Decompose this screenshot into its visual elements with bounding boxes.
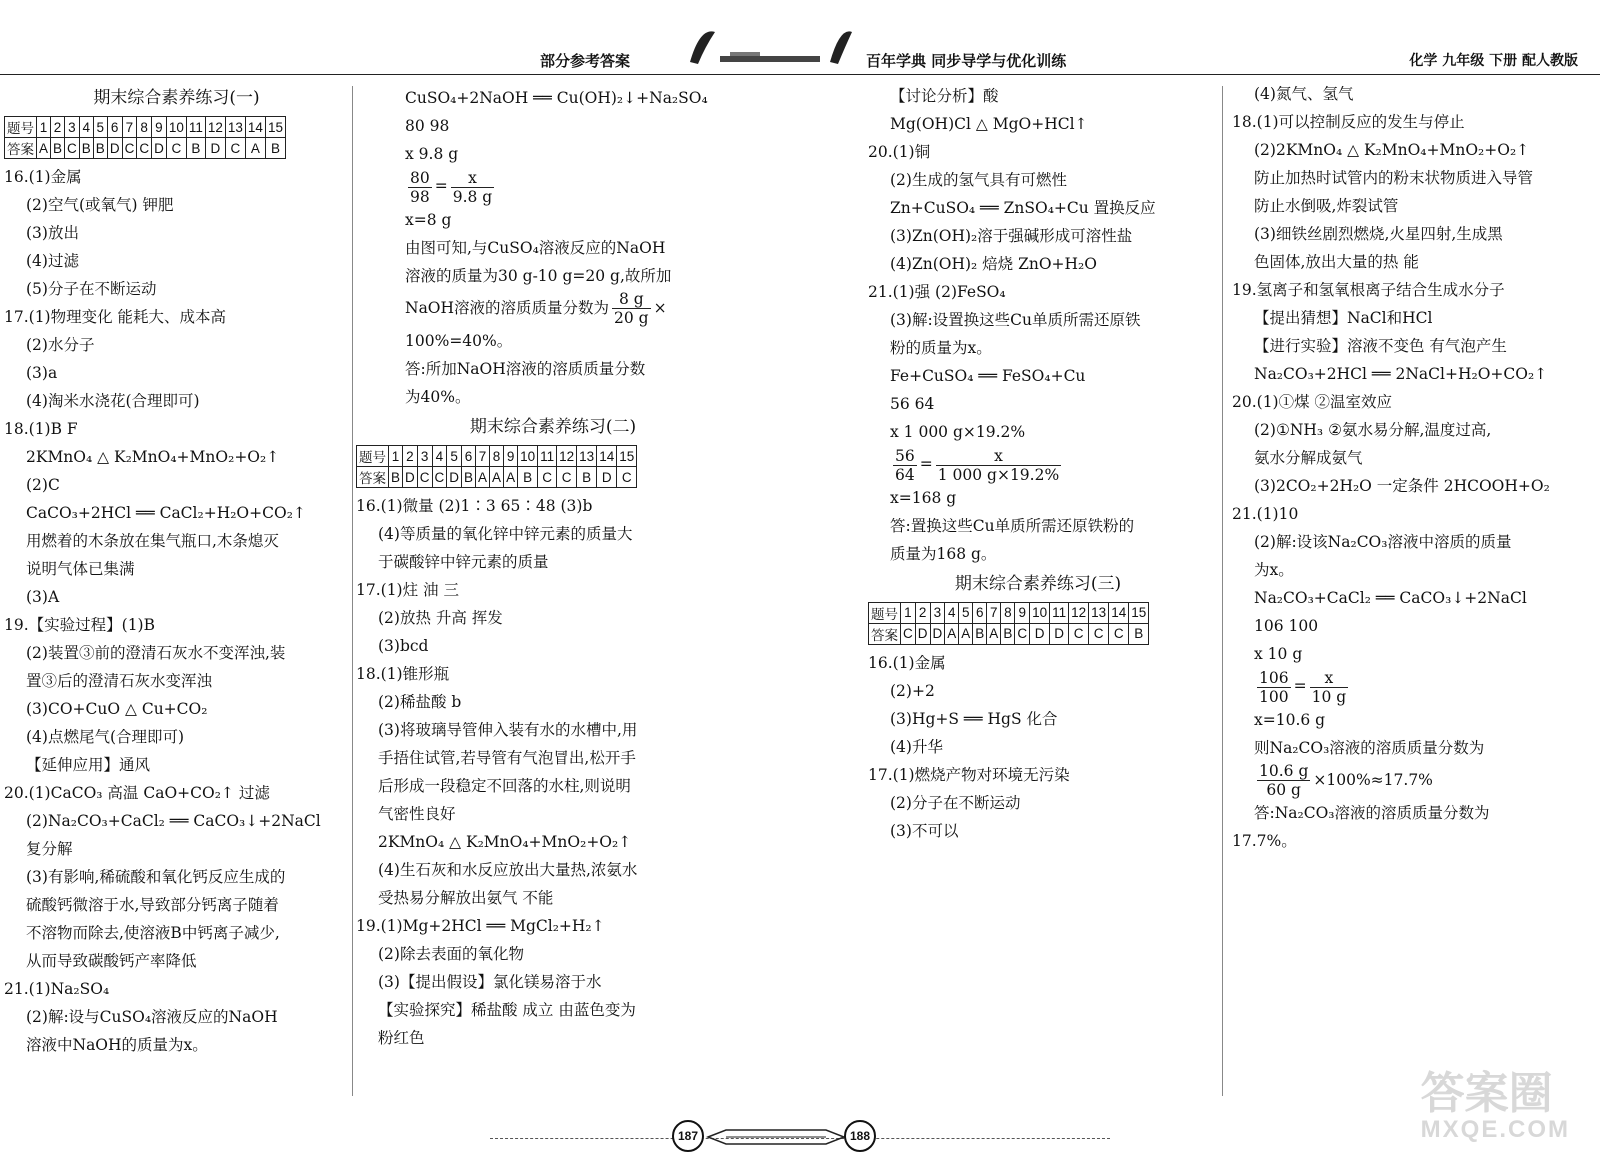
denominator: 64 xyxy=(895,465,915,484)
table-header: 题号 xyxy=(5,117,37,138)
answer-line: 用燃着的木条放在集气瓶口,木条熄灭 xyxy=(26,532,279,550)
question-number: 10 xyxy=(166,117,186,138)
question-number: 14 xyxy=(1109,602,1129,623)
answer-table xyxy=(356,445,637,488)
answer-lines xyxy=(868,82,1218,446)
answer-cell: D xyxy=(403,467,418,488)
answer-cell: B xyxy=(518,467,538,488)
answer-line: (3)CO+CuO △ Cu+CO₂ xyxy=(26,700,208,718)
text: × xyxy=(653,298,667,317)
answer-cell: D xyxy=(597,467,617,488)
answer-line: 答:Na₂CO₃溶液的溶质质量分数为 xyxy=(1254,804,1490,822)
answer-cell: C xyxy=(1089,623,1109,644)
numerator: 8 g xyxy=(612,290,651,309)
answer-line: (2)解:设该Na₂CO₃溶液中溶质的质量 xyxy=(1254,533,1512,551)
answer-line: (2)水分子 xyxy=(26,336,95,354)
answer-cell: C xyxy=(166,138,186,159)
answer-line: (3)【提出假设】氯化镁易溶于水 xyxy=(378,973,602,991)
numerator: 80 xyxy=(410,168,430,187)
answer-lines xyxy=(383,327,713,411)
answer-line: 气密性良好 xyxy=(378,805,456,823)
answer-lines xyxy=(868,484,1218,568)
answer-cell: B xyxy=(462,467,476,488)
answer-lines xyxy=(1232,799,1592,855)
question-number: 11 xyxy=(1050,602,1069,623)
answer-line: 不溶物而除去,使溶液B中钙离子减少, xyxy=(26,924,280,942)
answer-line: 由图可知,与CuSO₄溶液反应的NaOH xyxy=(405,238,666,257)
answer-line: 18.(1)B F xyxy=(4,420,78,438)
numerator: 106 xyxy=(1259,668,1289,687)
denominator: 1 000 g×19.2% xyxy=(937,465,1060,484)
answer-cell: C xyxy=(557,467,577,488)
answer-line: 溶液中NaOH的质量为x。 xyxy=(26,1036,208,1054)
answer-line: (3)有影响,稀硫酸和氧化钙反应生成的 xyxy=(26,868,286,886)
answer-line: 20.(1)①煤 ②温室效应 xyxy=(1232,393,1393,411)
numerator: x xyxy=(451,169,495,188)
header-rule xyxy=(0,74,1600,75)
answer-line: (4)升华 xyxy=(890,737,943,756)
answer-cell: A xyxy=(945,623,959,644)
answer-line: (2)放热 升高 挥发 xyxy=(378,609,503,627)
question-number: 2 xyxy=(915,602,930,623)
page-header xyxy=(0,0,1600,78)
question-number: 7 xyxy=(476,446,490,467)
denominator: 100 xyxy=(1259,687,1289,706)
question-number: 14 xyxy=(245,117,265,138)
question-number: 12 xyxy=(1069,602,1089,623)
question-number: 1 xyxy=(389,446,403,467)
pen-logo-icon xyxy=(680,22,860,72)
answer-line: 16.(1)微量 (2)1∶3 65∶48 (3)b xyxy=(356,497,593,515)
question-number: 3 xyxy=(417,446,432,467)
answer-line: x 10 g xyxy=(1254,645,1303,663)
answer-line: 防止加热时试管内的粉末状物质进入导管 xyxy=(1254,169,1534,187)
answer-line: CuSO₄+2NaOH ══ Cu(OH)₂↓+Na₂SO₄ xyxy=(405,89,708,107)
answer-line: 80 98 xyxy=(405,117,450,135)
answer-line: 17.(1)炷 油 三 xyxy=(356,581,459,599)
page-number-left: 187 xyxy=(672,1120,704,1152)
question-number: 4 xyxy=(79,117,93,138)
answer-line: Zn+CuSO₄ ══ ZnSO₄+Cu 置换反应 xyxy=(890,199,1156,217)
answer-cell: D xyxy=(205,138,225,159)
answer-line: 答:所加NaOH溶液的溶质质量分数 xyxy=(405,360,646,378)
answer-line: (2)+2 xyxy=(890,681,935,700)
header-left-title: 部分参考答案 xyxy=(540,52,631,70)
answer-line: x 9.8 g xyxy=(405,145,459,163)
answer-line: 18.(1)可以控制反应的发生与停止 xyxy=(1232,113,1465,131)
watermark-url: MXQE.COM xyxy=(1420,1116,1570,1143)
answer-cell: D xyxy=(915,623,930,644)
question-number: 13 xyxy=(1089,602,1109,623)
answer-cell: D xyxy=(930,623,945,644)
answer-line: 21.(1)Na₂SO₄ xyxy=(4,980,110,998)
answer-line: (4)淘米水浇花(合理即可) xyxy=(26,392,200,410)
answer-cell: B xyxy=(973,623,987,644)
denominator: 9.8 g xyxy=(452,187,493,206)
question-number: 9 xyxy=(152,117,167,138)
answer-line: CaCO₃+2HCl ══ CaCl₂+H₂O+CO₂↑ xyxy=(26,504,306,522)
answer-line: (2)装置③前的澄清石灰水不变浑浊,装 xyxy=(26,644,286,662)
question-number: 11 xyxy=(186,117,205,138)
question-number: 6 xyxy=(462,446,476,467)
answer-line: 56 64 xyxy=(890,395,935,413)
answer-line: Na₂CO₃+CaCl₂ ══ CaCO₃↓+2NaCl xyxy=(1254,589,1527,607)
fraction-row xyxy=(1232,762,1592,800)
question-number: 1 xyxy=(901,602,916,623)
answer-lines xyxy=(1232,80,1592,668)
answer-line: 17.7%。 xyxy=(1232,832,1297,850)
answer-cell: C xyxy=(122,138,137,159)
answer-line: (4)过滤 xyxy=(26,252,79,270)
table-header: 答案 xyxy=(357,467,389,488)
answer-cell: B xyxy=(51,138,65,159)
question-number: 3 xyxy=(65,117,80,138)
answer-line: 则Na₂CO₃溶液的溶质质量分数为 xyxy=(1254,738,1485,757)
answer-line: 置③后的澄清石灰水变浑浊 xyxy=(26,672,213,690)
header-center-title: 百年学典 同步导学与优化训练 xyxy=(866,52,1067,70)
column-divider xyxy=(1222,86,1223,1096)
answer-line: 【讨论分析】酸 xyxy=(890,87,999,105)
answer-line: (4)生石灰和水反应放出大量热,浓氨水 xyxy=(378,861,638,879)
page-number-right: 188 xyxy=(844,1120,876,1152)
answer-cell: A xyxy=(959,623,973,644)
answer-line: 说明气体已集满 xyxy=(26,560,135,578)
answer-line: 质量为168 g。 xyxy=(890,544,997,563)
answer-cell: C xyxy=(225,138,245,159)
answer-line: 21.(1)10 xyxy=(1232,505,1299,523)
answer-line: (5)分子在不断运动 xyxy=(26,280,157,298)
answer-line: 19.【实验过程】(1)B xyxy=(4,616,155,634)
answer-line: 氨水分解成氨气 xyxy=(1254,449,1363,467)
answer-cell: B xyxy=(79,138,93,159)
answer-lines xyxy=(383,84,713,168)
answer-cell: A xyxy=(476,467,490,488)
answer-lines xyxy=(868,649,1218,845)
answer-line: 【提出猜想】NaCl和HCl xyxy=(1254,309,1433,327)
answer-line: (3)A xyxy=(26,588,60,606)
answer-line: (3)不可以 xyxy=(890,821,959,840)
answer-line: 【进行实验】溶液不变色 有气泡产生 xyxy=(1254,337,1507,355)
question-number: 13 xyxy=(225,117,245,138)
header-right-title: 化学 九年级 下册 配人教版 xyxy=(1409,53,1578,69)
answer-cell: A xyxy=(37,138,51,159)
question-number: 5 xyxy=(959,602,973,623)
watermark-logo-text: 答案圈 xyxy=(1420,1069,1553,1118)
answer-line: 为40%。 xyxy=(405,388,471,406)
answer-line: 16.(1)金属 xyxy=(4,168,82,186)
answer-line: 18.(1)锥形瓶 xyxy=(356,665,450,683)
question-number: 7 xyxy=(987,602,1001,623)
answer-line: (2)2KMnO₄ △ K₂MnO₄+MnO₂+O₂↑ xyxy=(1254,141,1530,159)
answer-line: 17.(1)燃烧产物对环境无污染 xyxy=(868,765,1070,784)
denominator: 60 g xyxy=(1266,781,1301,799)
answer-line: 色固体,放出大量的热 能 xyxy=(1254,253,1419,271)
question-number: 15 xyxy=(1129,602,1149,623)
answer-line: 复分解 xyxy=(26,840,73,858)
question-number: 8 xyxy=(490,446,504,467)
answer-line: (2)①NH₃ ②氨水易分解,温度过高, xyxy=(1254,421,1492,439)
answer-line: 从而导致碳酸钙产率降低 xyxy=(26,952,197,970)
denominator: 98 xyxy=(410,187,430,206)
question-number: 4 xyxy=(945,602,959,623)
answer-cell: C xyxy=(901,623,916,644)
answer-cell: C xyxy=(417,467,432,488)
answer-cell: D xyxy=(447,467,462,488)
answer-line: (2)解:设与CuSO₄溶液反应的NaOH xyxy=(26,1008,278,1026)
question-number: 12 xyxy=(557,446,577,467)
fraction-row: $\frac{80}{98}$ = $\frac{x}{9.8 g}$ xyxy=(410,168,493,206)
question-number: 1 xyxy=(37,117,51,138)
answer-line: 2KMnO₄ △ K₂MnO₄+MnO₂+O₂↑ xyxy=(26,448,280,466)
answer-line: x 1 000 g×19.2% xyxy=(890,423,1026,441)
answer-line: (2)分子在不断运动 xyxy=(890,793,1021,812)
answer-line: 硫酸钙微溶于水,导致部分钙离子随着 xyxy=(26,896,279,914)
text: NaOH溶液的溶质质量分数为 xyxy=(405,298,610,317)
answer-table xyxy=(4,116,286,159)
answer-line: 溶液的质量为30 g-10 g=20 g,故所加 xyxy=(405,266,672,285)
answer-line: x=8 g xyxy=(405,210,452,229)
page-footer xyxy=(490,1118,1110,1154)
answer-line: (2)空气(或氧气) 钾肥 xyxy=(26,196,174,214)
answer-line: (4)等质量的氧化锌中锌元素的质量大 xyxy=(378,525,633,543)
answer-cell: B xyxy=(186,138,205,159)
answer-lines xyxy=(4,163,349,1059)
answer-cell: C xyxy=(1015,623,1030,644)
answer-line: (2)除去表面的氧化物 xyxy=(378,945,524,963)
question-number: 7 xyxy=(122,117,137,138)
answer-table xyxy=(868,602,1149,645)
answer-cell: D xyxy=(152,138,167,159)
numerator: x xyxy=(936,447,1061,466)
answer-cell: B xyxy=(1001,623,1015,644)
question-number: 14 xyxy=(597,446,617,467)
question-number: 13 xyxy=(577,446,597,467)
watermark xyxy=(1421,1071,1570,1143)
section-title: 期末综合素养练习(二) xyxy=(469,417,637,437)
answer-line: 20.(1)铜 xyxy=(868,143,931,161)
numerator: 10.6 g xyxy=(1259,762,1309,780)
answer-cell: B xyxy=(1129,623,1149,644)
fraction-row xyxy=(383,290,713,328)
section-title: 期末综合素养练习(一) xyxy=(93,88,260,108)
answer-cell: A xyxy=(490,467,504,488)
question-number: 5 xyxy=(93,117,107,138)
question-number: 12 xyxy=(205,117,225,138)
text: ×100%≈17.7% xyxy=(1313,770,1433,789)
question-number: 2 xyxy=(403,446,418,467)
answer-line: x=168 g xyxy=(890,488,957,507)
question-number: 10 xyxy=(518,446,538,467)
column-4 xyxy=(1232,80,1592,855)
question-number: 6 xyxy=(107,117,122,138)
answer-cell: C xyxy=(1069,623,1089,644)
answer-cell: A xyxy=(987,623,1001,644)
answer-cell: C xyxy=(432,467,447,488)
answer-line: (2)Na₂CO₃+CaCl₂ ══ CaCO₃↓+2NaCl xyxy=(26,812,321,830)
footer-ornament-icon xyxy=(706,1126,846,1148)
answer-line: 21.(1)强 (2)FeSO₄ xyxy=(868,283,1006,301)
answer-line: 16.(1)金属 xyxy=(868,653,946,672)
answer-line: (3)解:设置换这些Cu单质所需还原铁 xyxy=(890,311,1141,329)
denominator: 20 g xyxy=(614,309,649,327)
answer-line: (2)生成的氢气具有可燃性 xyxy=(890,171,1067,189)
answer-cell: B xyxy=(389,467,403,488)
column-3 xyxy=(868,82,1218,845)
answer-cell: D xyxy=(1030,623,1050,644)
answer-cell: C xyxy=(617,467,637,488)
answer-line: 于碳酸锌中锌元素的质量 xyxy=(378,553,549,571)
answer-lines xyxy=(383,206,713,290)
answer-line: (2)C xyxy=(26,476,60,494)
section-title: 期末综合素养练习(三) xyxy=(954,573,1122,594)
table-header: 答案 xyxy=(869,623,901,644)
denominator: 10 g xyxy=(1311,687,1347,706)
answer-line: (2)稀盐酸 b xyxy=(378,693,462,711)
answer-cell: C xyxy=(1109,623,1129,644)
answer-line: 手捂住试管,若导管有气泡冒出,松开手 xyxy=(378,749,636,767)
answer-line: (3)bcd xyxy=(378,637,429,655)
question-number: 8 xyxy=(1001,602,1015,623)
answer-line: (4)氮气、氢气 xyxy=(1254,85,1354,103)
question-number: 9 xyxy=(1015,602,1030,623)
answer-cell: C xyxy=(137,138,152,159)
answer-cell: C xyxy=(538,467,557,488)
answer-line: 19.氢离子和氢氧根离子结合生成水分子 xyxy=(1232,281,1505,299)
question-number: 2 xyxy=(51,117,65,138)
answer-cell: C xyxy=(65,138,80,159)
answer-line: 2KMnO₄ △ K₂MnO₄+MnO₂+O₂↑ xyxy=(378,833,632,851)
question-number: 4 xyxy=(432,446,447,467)
answer-line: (3)2CO₂+2H₂O 一定条件 2HCOOH+O₂ xyxy=(1254,477,1550,495)
answer-lines xyxy=(1232,706,1592,762)
answer-line: (3)Hg+S ══ HgS 化合 xyxy=(890,709,1058,728)
answer-lines xyxy=(356,492,713,1052)
question-number: 10 xyxy=(1030,602,1050,623)
column-divider xyxy=(352,86,353,1096)
answer-cell: D xyxy=(107,138,122,159)
answer-cell: B xyxy=(93,138,107,159)
column-2 xyxy=(356,84,713,1052)
answer-line: (3)将玻璃导管伸入装有水的水槽中,用 xyxy=(378,721,638,739)
answer-line: 受热易分解放出氨气 不能 xyxy=(378,889,554,907)
answer-cell: D xyxy=(1050,623,1069,644)
answer-line: x=10.6 g xyxy=(1254,710,1326,729)
answer-line: 【实验探究】稀盐酸 成立 由蓝色变为 xyxy=(378,1001,636,1019)
question-number: 6 xyxy=(973,602,987,623)
numerator: x xyxy=(1310,669,1349,688)
answer-line: (4)点燃尾气(合理即可) xyxy=(26,728,185,746)
answer-line: Fe+CuSO₄ ══ FeSO₄+Cu xyxy=(890,367,1086,385)
answer-line: (3)放出 xyxy=(26,224,79,242)
fraction-row: $\frac{56}{64}$ = $\frac{x}{1 000 g\times 19.2\%}$ xyxy=(895,446,1060,484)
question-number: 15 xyxy=(617,446,637,467)
answer-line: 20.(1)CaCO₃ 高温 CaO+CO₂↑ 过滤 xyxy=(4,784,270,802)
question-number: 5 xyxy=(447,446,462,467)
answer-line: 106 100 xyxy=(1254,617,1319,635)
answer-line: (4)Zn(OH)₂ 焙烧 ZnO+H₂O xyxy=(890,255,1097,273)
answer-line: 19.(1)Mg+2HCl ══ MgCl₂+H₂↑ xyxy=(356,917,605,935)
question-number: 9 xyxy=(504,446,518,467)
answer-line: Mg(OH)Cl △ MgO+HCl↑ xyxy=(890,115,1088,133)
question-number: 8 xyxy=(137,117,152,138)
question-number: 15 xyxy=(265,117,285,138)
answer-line: 100%=40%。 xyxy=(405,332,513,350)
answer-line: (3)Zn(OH)₂溶于强碱形成可溶性盐 xyxy=(890,227,1133,245)
table-header: 题号 xyxy=(869,602,901,623)
answer-line: 后形成一段稳定不回落的水柱,则说明 xyxy=(378,777,631,795)
table-header: 题号 xyxy=(357,446,389,467)
column-1 xyxy=(4,82,349,1059)
fraction-row: $\frac{106}{100}$ = $\frac{x}{10 g}$ xyxy=(1259,668,1347,706)
answer-line: 答:置换这些Cu单质所需还原铁粉的 xyxy=(890,516,1135,535)
table-header: 答案 xyxy=(5,138,37,159)
answer-cell: A xyxy=(245,138,265,159)
answer-line: 【延伸应用】通风 xyxy=(26,756,151,774)
answer-cell: A xyxy=(504,467,518,488)
answer-cell: B xyxy=(265,138,285,159)
answer-line: 粉的质量为x。 xyxy=(890,339,992,357)
answer-cell: B xyxy=(577,467,597,488)
answer-line: 为x。 xyxy=(1254,561,1294,579)
numerator: 56 xyxy=(895,446,915,465)
question-number: 3 xyxy=(930,602,945,623)
answer-line: (3)细铁丝剧烈燃烧,火星四射,生成黑 xyxy=(1254,225,1503,243)
answer-line: Na₂CO₃+2HCl ══ 2NaCl+H₂O+CO₂↑ xyxy=(1254,365,1548,383)
answer-line: 粉红色 xyxy=(378,1029,425,1047)
answer-line: (3)a xyxy=(26,364,58,382)
answer-line: 防止水倒吸,炸裂试管 xyxy=(1254,197,1399,215)
question-number: 11 xyxy=(538,446,557,467)
answer-line: 17.(1)物理变化 能耗大、成本高 xyxy=(4,308,227,326)
